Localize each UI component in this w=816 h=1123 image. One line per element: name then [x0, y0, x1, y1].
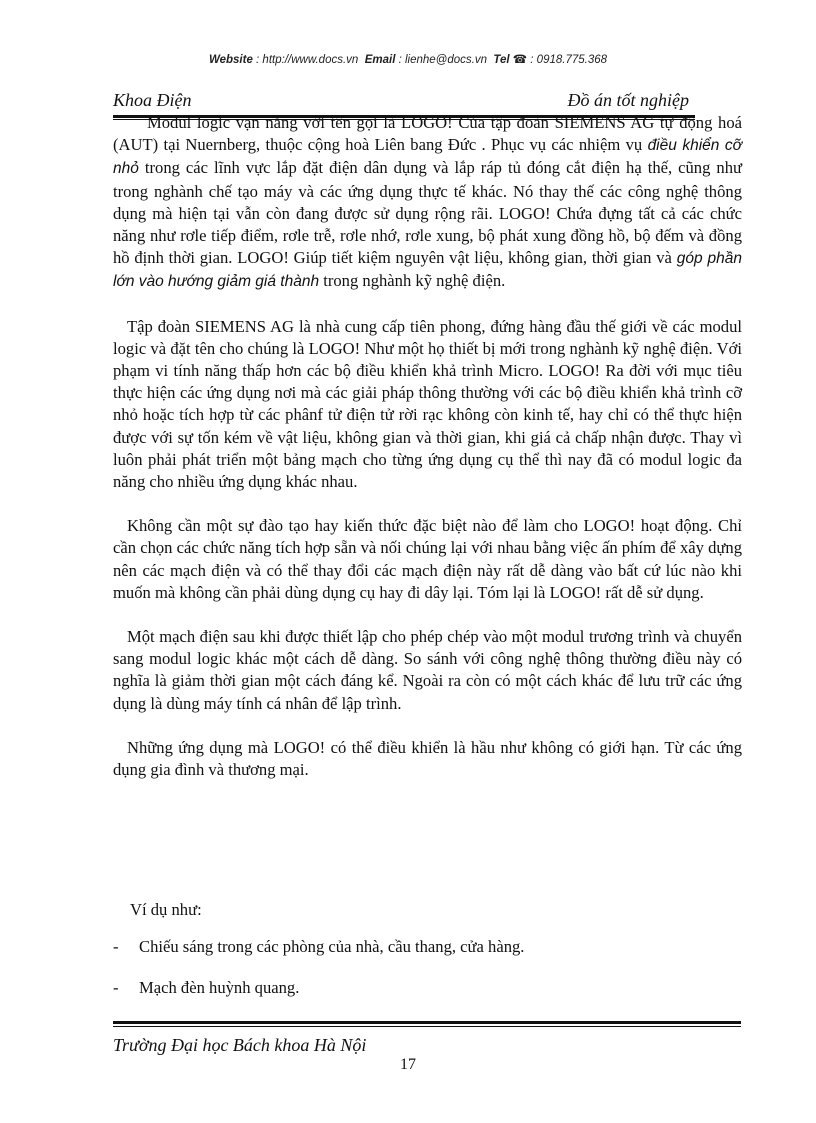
footer-rule [113, 1021, 741, 1027]
email-label: Email [364, 54, 396, 66]
paragraph-4: Một mạch điện sau khi được thiết lập cho phép chép vào một modul trương trình và chuyển sang modul logic khác một cách dễ dàng. So sánh với công nghệ thông thường điều này có nghĩa là giảm thời gian một cách đáng kể. Ngoài ra còn có một cách khác để lưu trữ các ứng dụng là dùng máy tính cá nhân để lập trình. [113, 627, 742, 713]
paragraph-2: Tập đoàn SIEMENS AG là nhà cung cấp tiên phong, đứng hàng đầu thế giới về các modul logic và đặt tên cho chúng là LOGO! Như một họ thiết bị mới trong nghành kỹ nghệ điện. Với phạm vi tính năng thấp hơn các bộ điều khiển khả trình Micro. LOGO! Ra đời với mục tiêu thực hiện các ứng dụng nơi mà các giải pháp thông thường với các bộ điều khiển khả trình cỡ nhỏ hoặc tích hợp từ các phânf tử điện tử rời rạc không còn kinh tế, hay chỉ có thể thực hiện được với sự tốn kém về vật liệu, không gian và thời gian, khi giá cả chấp nhận được. Thay vì luôn phải phát triển một bảng mạch cho từng ứng dụng cụ thể thì nay đã có modul logic đa năng cho nhiều ứng dụng khác nhau. [113, 316, 742, 492]
list-item-text: Mạch đèn huỳnh quang. [139, 978, 300, 997]
examples-label: Ví dụ như: [130, 900, 202, 919]
list-item-text: Chiếu sáng trong các phòng của nhà, cầu thang, cửa hàng. [139, 937, 525, 956]
email-value: : lienhe@docs.vn [398, 54, 487, 66]
paragraph-1-start: Modul logic vạn năng với tên gọi là LOGO! Của tập đoàn SIEMENS AG tự động hoá (AUT) tại Nuernberg, thuộc cộng hoà Liên bang Đức . Phục vụ các nhiệm vụ [113, 113, 742, 155]
body-text [113, 112, 742, 781]
page-header [113, 90, 693, 112]
header-department: Khoa Điện [113, 90, 192, 110]
page-number: 17 [400, 1056, 416, 1073]
list-item [113, 978, 299, 998]
paragraph-3: Không cần một sự đào tạo hay kiến thức đặc biệt nào để làm cho LOGO! hoạt động. Chỉ cần chọn các chức năng tích hợp sẵn và nối chúng lại với nhau bằng việc ấn phím để xây dựng nên các mạch điện và có thể thay đổi các mạch điện này rất dễ dàng vào bất cứ lúc nào khi muốn mà không cần phải dùng dụng cụ hay đi dây lại. Tóm lại là LOGO! rất dễ sử dụng. [113, 516, 742, 602]
paragraph-1-middle: trong các lĩnh vực lắp đặt điện dân dụng và lắp ráp tủ đóng cắt điện hạ thế, cũng như trong nghành chế tạo máy và các ứng dụng thực tế khác. Nó thay thế các công nghệ thông dụng mà hiện tại vẫn còn đang được sử dụng rộng rãi. LOGO! Chứa đựng tất cả các chức năng như rơle tiếp điểm, rơle trễ, rơle nhớ, rơle xung, bộ phát xung đồng hồ, bộ đếm và đồng hồ định thời gian. LOGO! Giúp tiết kiệm nguyên vật liệu, không gian, thời gian và [113, 158, 742, 268]
website-label: Website [208, 54, 253, 66]
list-item [113, 937, 524, 957]
footer-university: Trường Đại học Bách khoa Hà Nội [113, 1035, 367, 1055]
paragraph-1 [113, 112, 742, 294]
paragraph-1-emphasis-1: điều khiển cỡ nhỏ [113, 137, 743, 178]
list-dash: - [113, 937, 119, 956]
paragraph-5: Những ứng dụng mà LOGO! có thể điều khiển là hầu như không có giới hạn. Từ các ứng dụng gia đình và thương mại. [113, 737, 742, 780]
tel-label: Tel ☎ [493, 54, 528, 66]
paragraph-1-end: trong nghành kỹ nghệ điện. [319, 271, 506, 291]
contact-bar [0, 52, 816, 66]
list-dash: - [113, 978, 119, 997]
header-document-type: Đồ án tốt nghiệp [567, 90, 689, 110]
website-value: : http://www.docs.vn [256, 54, 359, 66]
paragraph-1-emphasis-2: góp phần lớn vào hướng giảm giá thành [113, 250, 742, 291]
tel-value: : 0918.775.368 [530, 54, 608, 66]
